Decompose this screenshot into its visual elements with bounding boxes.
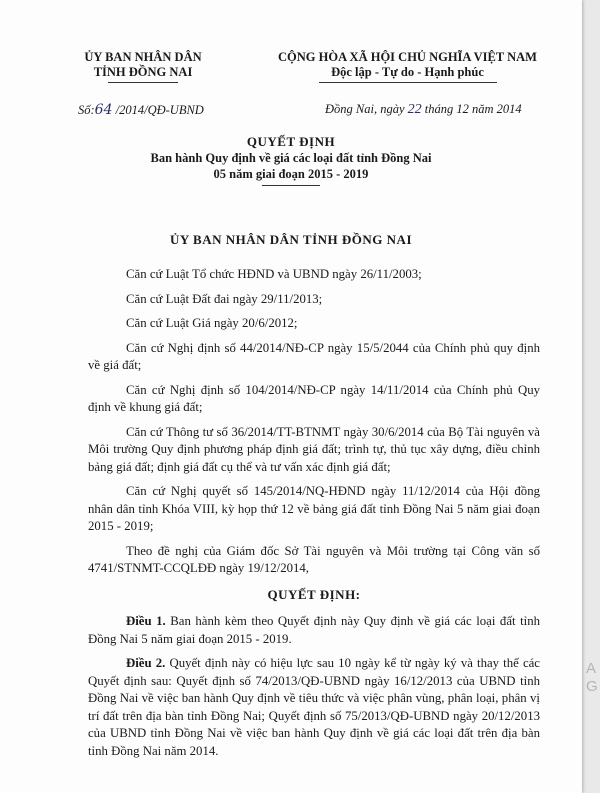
title-line-2: 05 năm giai đoạn 2015 - 2019 — [213, 167, 369, 181]
national-title — [255, 50, 560, 83]
preamble-clause: Căn cứ Nghị quyết số 145/2014/NQ-HĐND ngày 11/12/2014 của Hội đồng nhân dân tỉnh Khóa VIII, kỳ họp thứ 12 về bảng giá đất tỉnh Đồng Nai 5 năm giai đoạn 2015 - 2019; — [88, 484, 540, 533]
preamble-clause: Căn cứ Luật Đất đai ngày 29/11/2013; — [126, 291, 323, 306]
agency-line-2: TỈNH ĐỒNG NAI — [93, 65, 193, 79]
article-1 — [88, 613, 540, 648]
article-label: Điều 2. — [126, 656, 166, 670]
agency-line-1: ỦY BAN NHÂN DÂN — [84, 50, 202, 64]
agency-underline — [108, 82, 178, 83]
preamble-clause: Căn cứ Luật Giá ngày 20/6/2012; — [126, 316, 298, 330]
handwritten-number: 64 — [94, 102, 113, 118]
preamble-clause: Căn cứ Nghị định số 104/2014/NĐ-CP ngày 14/11/2014 của Chính phủ Quy định về khung giá đất; — [88, 382, 540, 414]
number-suffix: /2014/QĐ-UBND — [115, 103, 204, 117]
article-text: Quyết định này có hiệu lực sau 10 ngày kể từ ngày ký và thay thế các Quyết định sau: Quyết định số 74/2013/QĐ-UBND ngày 16/12/2013 của UBND tỉnh Đồng Nai về việc ban hành Quy định về tiêu thức và việc phân vùng, phân loại, phân vị trí đất trên địa bàn tỉnh Đồng Nai; Quyết định số 75/2013/QĐ-UBND ngày 20/12/2013 của UBND tỉnh Đồng Nai về việc ban hành Quy định về giá các loại đất trên địa bàn tỉnh Đồng Nai năm 2014. — [88, 656, 540, 758]
document-date — [325, 102, 522, 118]
title-line-1: Ban hành Quy định về giá các loại đất tỉnh Đồng Nai — [150, 151, 432, 165]
preamble-clause: Căn cứ Luật Tổ chức HĐND và UBND ngày 26/11/2003; — [126, 267, 422, 281]
preamble-clause: Theo đề nghị của Giám đốc Sở Tài nguyên và Môi trường tại Công văn số 4741/STNMT-CCQLĐĐ ngày 19/12/2014, — [88, 543, 540, 575]
national-motto: Độc lập - Tự do - Hạnh phúc — [331, 65, 484, 79]
number-prefix: Số: — [78, 103, 95, 117]
motto-underline — [319, 82, 497, 83]
preamble-clause: Căn cứ Nghị định số 44/2014/NĐ-CP ngày 15/5/2044 của Chính phủ quy định về giá đất; — [88, 340, 540, 372]
decision-heading: QUYẾT ĐỊNH: — [267, 586, 361, 602]
watermark-line-1: A — [586, 660, 597, 677]
issuing-authority: ỦY BAN NHÂN DÂN TỈNH ĐỒNG NAI — [169, 232, 412, 247]
watermark-text — [586, 660, 598, 696]
handwritten-day: 22 — [407, 102, 422, 117]
date-prefix: Đồng Nai, ngày — [325, 102, 405, 116]
decision-title — [0, 134, 582, 186]
document-number — [78, 102, 204, 118]
article-label: Điều 1. — [126, 614, 166, 628]
watermark-line-2: G — [586, 678, 598, 695]
document-header — [0, 50, 582, 130]
issuing-agency — [78, 50, 208, 83]
article-text: Ban hành kèm theo Quyết định này Quy định về giá các loại đất tỉnh Đồng Nai 5 năm giai đoạn 2015 - 2019. — [88, 614, 540, 646]
republic-line: CỘNG HÒA XÃ HỘI CHỦ NGHĨA VIỆT NAM — [278, 50, 537, 64]
preamble-clause: Căn cứ Thông tư số 36/2014/TT-BTNMT ngày 30/6/2014 của Bộ Tài nguyên và Môi trường Quy định phương pháp định giá đất; trình tự, thủ tục xây dựng, điều chỉnh bảng giá đất; định giá đất cụ thể và tư vấn xác định giá đất; — [88, 424, 540, 474]
title-underline — [262, 185, 320, 186]
date-suffix: tháng 12 năm 2014 — [424, 102, 522, 116]
document-body — [88, 266, 540, 767]
title-main: QUYẾT ĐỊNH — [246, 134, 336, 149]
article-2 — [88, 655, 540, 760]
